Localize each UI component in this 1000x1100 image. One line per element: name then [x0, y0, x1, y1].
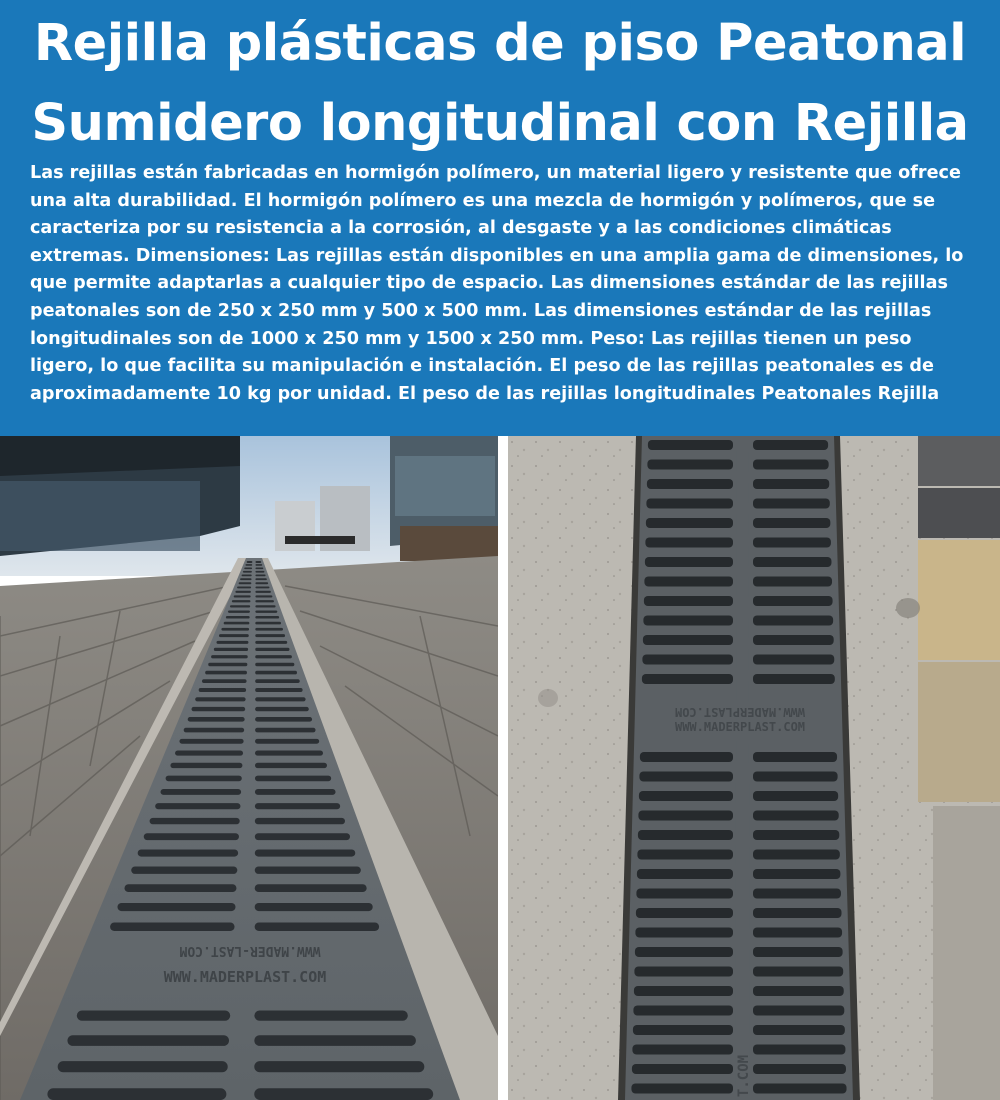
- title-banner: [0, 0, 1000, 436]
- page-title-line-2: Sumidero longitudinal con Rejilla: [31, 94, 969, 153]
- photo-divider: [498, 436, 508, 1100]
- drain-perspective-illustration: [0, 436, 498, 1100]
- drain-topdown-illustration: [508, 436, 1000, 1100]
- page-title-line-1: Rejilla plásticas de piso Peatonal: [33, 14, 967, 73]
- product-description: Las rejillas están fabricadas en hormigón polímero, un material ligero y resistente que ofrece una alta durabilidad. El hormigón polímero es una mezcla de hormigón y polímeros, que se caracteriza por su resistencia a la corrosión, al desgaste y a las condiciones climáticas extremas. Dimensiones: Las rejillas están disponibles en una amplia gama de dimensiones, lo que permite adaptarlas a cualquier tipo de espacio. Las dimensiones estándar de las rejillas peatonales son de 250 x 250 mm y 500 x 500 mm. Las dimensiones estándar de las rejillas longitudinales son de 1000 x 250 mm y 1500 x 250 mm. Peso: Las rejillas tienen un peso ligero, lo que facilita su manipulación e instalación. El peso de las rejillas peatonales es de aproximadamente 10 kg por unidad. El peso de las rejillas longitudinales Peatonales Rejilla: [30, 163, 964, 404]
- right-grate-text: WWW.MADERPLAST.COM: [674, 720, 806, 734]
- right-grate-text-bottom: T.COM: [736, 1054, 752, 1098]
- left-grate-text: WWW.MADERPLAST.COM: [163, 968, 327, 986]
- photo-drain-topdown: [508, 436, 1000, 1100]
- photo-drain-perspective: [0, 436, 498, 1100]
- right-grate-text-mirrored: WWW.MADERPLAST.COM: [674, 705, 806, 719]
- left-grate-text-mirrored: WWW.MADER-LAST.COM: [179, 943, 321, 958]
